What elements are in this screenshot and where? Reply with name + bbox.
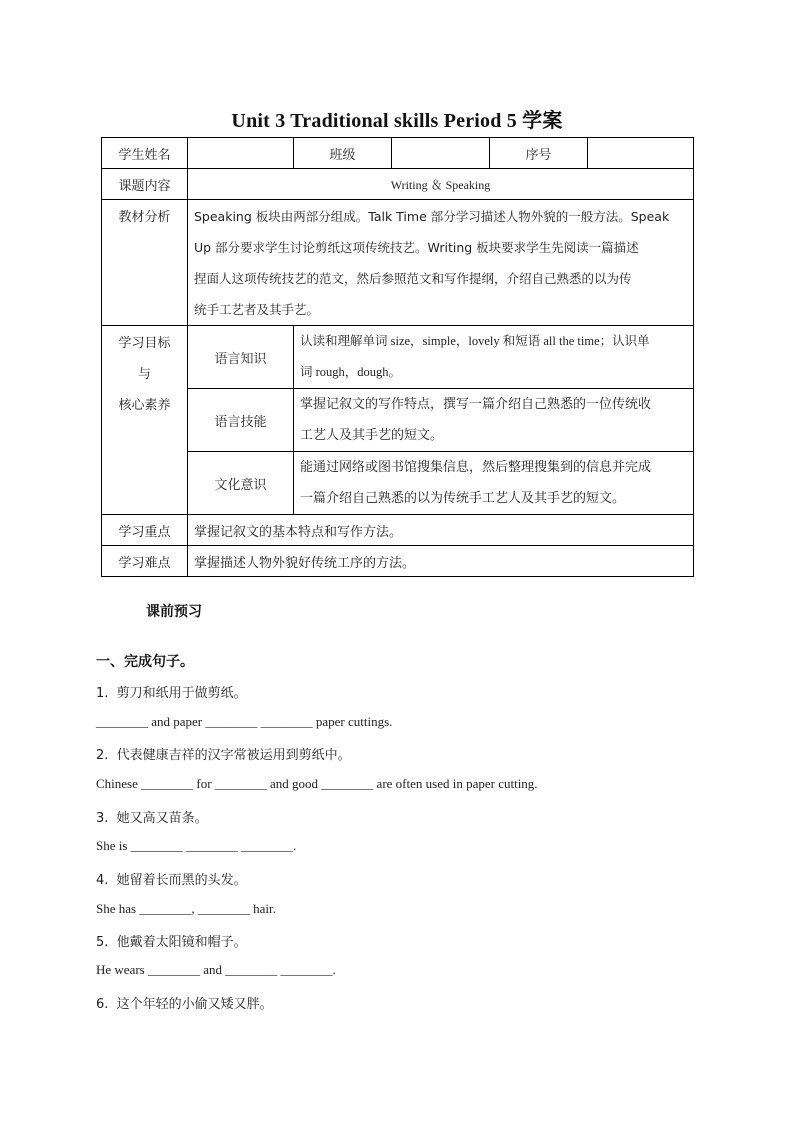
goal-row-knowledge xyxy=(102,326,694,389)
key-point-label: 学习重点 xyxy=(102,515,188,546)
page-title: Unit 3 Traditional skills Period 5 学案 xyxy=(231,110,563,132)
topic-row xyxy=(102,169,694,200)
difficulty-row xyxy=(102,546,694,577)
topic-value: Writing ＆ Speaking xyxy=(188,169,694,200)
analysis-line: 捏面人这项传统技艺的范文，然后参照范文和写作提纲，介绍自己熟悉的以为传 xyxy=(194,270,632,286)
lesson-plan-table xyxy=(101,137,694,577)
student-name-label: 学生姓名 xyxy=(102,138,188,169)
exercise-answer-5[interactable]: He wears ________ and ________ ________. xyxy=(96,962,336,977)
exercise-prompt-2: 2. 代表健康吉祥的汉字常被运用到剪纸中。 xyxy=(96,748,351,763)
key-point-row xyxy=(102,515,694,546)
difficulty-text: 掌握描述人物外貌好传统工序的方法。 xyxy=(188,546,694,577)
analysis-line: Speaking 板块由两部分组成。Talk Time 部分学习描述人物外貌的一般方法。Speak xyxy=(194,208,670,224)
goal-culture-label: 文化意识 xyxy=(188,452,294,515)
seq-label: 序号 xyxy=(490,138,588,169)
analysis-label: 教材分析 xyxy=(102,200,188,326)
topic-label: 课题内容 xyxy=(102,169,188,200)
preview-heading: 课前预习 xyxy=(146,604,202,620)
exercise-answer-3[interactable]: She is ________ ________ ________. xyxy=(96,838,297,853)
goal-knowledge-label: 语言知识 xyxy=(188,326,294,389)
difficulty-label: 学习难点 xyxy=(102,546,188,577)
exercise-answer-1[interactable]: ________ and paper ________ ________ paper cuttings. xyxy=(96,714,393,729)
seq-field[interactable] xyxy=(588,138,694,169)
exercise-prompt-5: 5. 他戴着太阳镜和帽子。 xyxy=(96,935,247,950)
goal-knowledge-text: 认读和理解单词 size，simple，lovely 和短语 all the time；认识单 词 rough，dough。 xyxy=(294,326,694,389)
class-label: 班级 xyxy=(294,138,392,169)
student-info-row xyxy=(102,138,694,169)
analysis-line: Up 部分要求学生讨论剪纸这项传统技艺。Writing 板块要求学生先阅读一篇描述 xyxy=(194,239,639,255)
exercise-answer-2[interactable]: Chinese ________ for ________ and good ________ are often used in paper cutting. xyxy=(96,776,538,791)
goal-row-culture xyxy=(102,452,694,515)
analysis-row xyxy=(102,200,694,326)
class-field[interactable] xyxy=(392,138,490,169)
exercise-prompt-3: 3. 她又高又苗条。 xyxy=(96,811,208,826)
exercise-prompt-6: 6. 这个年轻的小偷又矮又胖。 xyxy=(96,997,273,1012)
goal-row-skills xyxy=(102,389,694,452)
goals-label: 学习目标 与 核心素养 xyxy=(102,326,188,515)
exercise-answer-4[interactable]: She has ________, ________ hair. xyxy=(96,901,276,916)
goal-culture-text: 能通过网络或图书馆搜集信息，然后整理搜集到的信息并完成 一篇介绍自己熟悉的以为传统手工艺人及其手艺的短文。 xyxy=(294,452,694,515)
exercise-prompt-1: 1. 剪刀和纸用于做剪纸。 xyxy=(96,686,247,701)
goal-skills-label: 语言技能 xyxy=(188,389,294,452)
goal-skills-text: 掌握记叙文的写作特点，撰写一篇介绍自己熟悉的一位传统收 工艺人及其手艺的短文。 xyxy=(294,389,694,452)
part-heading: 一、完成句子。 xyxy=(96,654,194,670)
student-name-field[interactable] xyxy=(188,138,294,169)
key-point-text: 掌握记叙文的基本特点和写作方法。 xyxy=(188,515,694,546)
exercise-prompt-4: 4. 她留着长而黑的头发。 xyxy=(96,873,247,888)
analysis-text xyxy=(188,200,694,326)
analysis-line: 统手工艺者及其手艺。 xyxy=(194,301,320,317)
